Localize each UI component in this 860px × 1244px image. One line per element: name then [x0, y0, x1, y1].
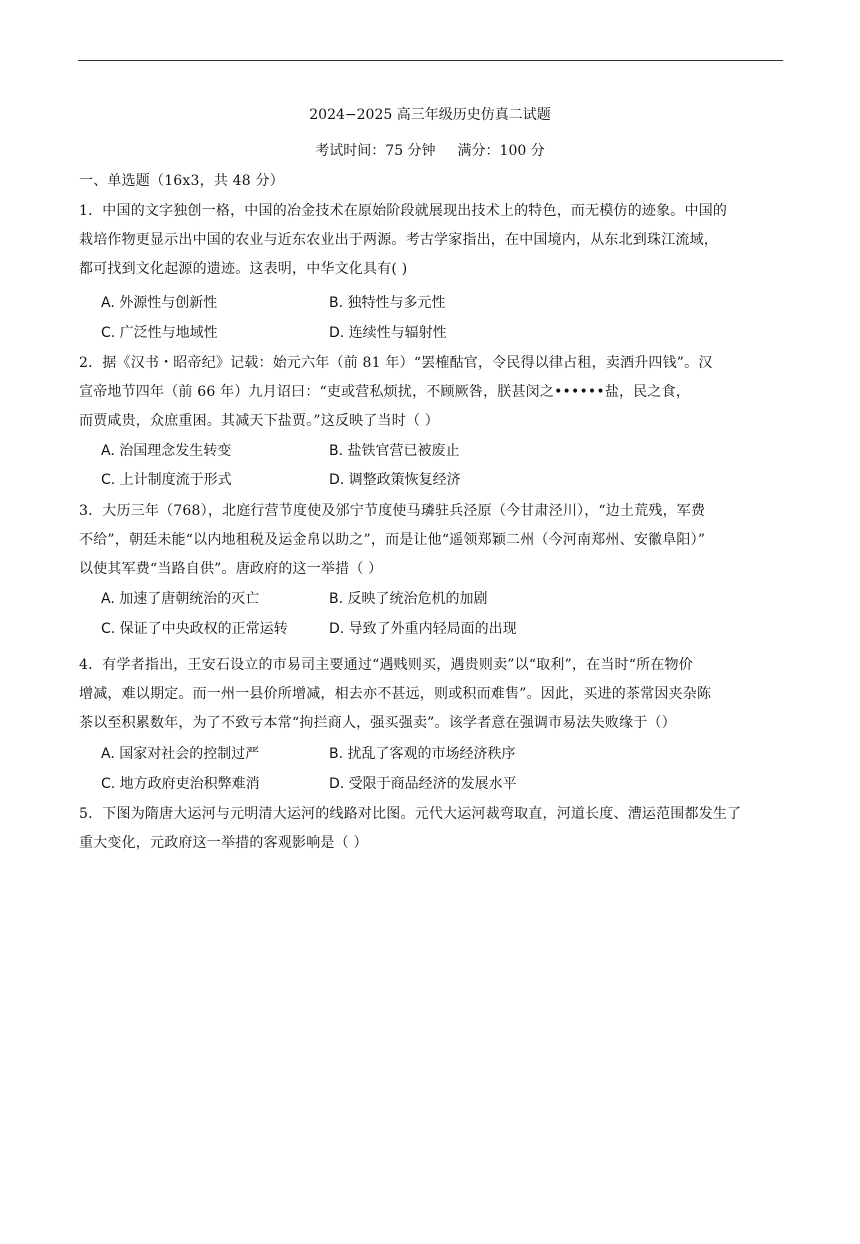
question-1-option-d: D. 连续性与辐射性 [329, 325, 447, 341]
question-3-line-3: 以使其军费“当路自供”。唐政府的这一举措（ ） [79, 561, 383, 577]
question-3-option-a: A. 加速了唐朝统治的灭亡 [101, 591, 260, 607]
question-5-line-2: 重大变化，元政府这一举措的客观影响是（ ） [79, 835, 368, 851]
question-1-line-2: 栽培作物更显示出中国的农业与近东农业出于两源。考古学家指出，在中国境内，从东北到珠江流域， [79, 232, 718, 248]
section-heading: 一、单选题（16x3，共 48 分） [79, 173, 284, 189]
question-1-line-3: 都可找到文化起源的遗迹。这表明，中华文化具有( ) [79, 261, 408, 277]
question-2-line-3: 而贾咸贵，众庶重困。其减天下盐贾。”这反映了当时（ ） [79, 413, 440, 429]
question-3-option-c: C. 保证了中央政权的正常运转 [101, 621, 288, 637]
exam-meta [0, 140, 860, 160]
question-2-line-1: 2．据《汉书・昭帝纪》记载：始元六年（前 81 年）“罢榷酤官，令民得以律占租，卖酒升四钱”。汉 [79, 355, 713, 371]
question-2-line-2: 宣帝地节四年（前 66 年）九月诏曰：“吏或营私烦扰，不顾厥咎，朕甚闵之••••••盐，民之食， [79, 384, 691, 400]
question-3-option-d: D. 导致了外重内轻局面的出现 [329, 621, 517, 637]
question-1-option-c: C. 广泛性与地域性 [101, 325, 218, 341]
question-4-option-d: D. 受限于商品经济的发展水平 [329, 776, 517, 792]
question-2-option-b: B. 盐铁官营已被废止 [329, 443, 460, 459]
header-rule [78, 60, 783, 61]
question-4-option-b: B. 扰乱了客观的市场经济秩序 [329, 746, 516, 762]
question-1-option-b: B. 独特性与多元性 [329, 295, 446, 311]
question-2-option-a: A. 治国理念发生转变 [101, 443, 232, 459]
question-2-option-d: D. 调整政策恢复经济 [329, 472, 461, 488]
question-3-line-2: 不给”，朝廷未能“以内地租税及运金帛以助之”，而是让他“遥领郑颖二州（今河南郑州、安徽阜阳）” [79, 532, 706, 548]
question-4-line-2: 增减，难以期定。而一州一县价所增减，相去亦不甚远，则或积而难售”。因此，买进的茶常因夹杂陈 [79, 686, 712, 702]
question-1-option-a: A. 外源性与创新性 [101, 295, 218, 311]
question-4-option-c: C. 地方政府吏治积弊难消 [101, 776, 260, 792]
exam-title: 2024−2025 高三年级历史仿真二试题 [309, 107, 551, 123]
question-4-line-1: 4．有学者指出，王安石设立的市易司主要通过“遇贱则买，遇贵则卖”以“取利”，在当时“所在物价 [79, 657, 693, 673]
question-3-line-1: 3．大历三年（768），北庭行营节度使及邠宁节度使马璘驻兵泾原（今甘肃泾川），“边土荒残，军费 [79, 503, 706, 519]
question-5-line-1: 5．下图为隋唐大运河与元明清大运河的线路对比图。元代大运河裁弯取直，河道长度、漕运范围都发生了 [79, 806, 742, 822]
question-4-option-a: A. 国家对社会的控制过严 [101, 746, 260, 762]
question-3-option-b: B. 反映了统治危机的加剧 [329, 591, 488, 607]
question-4-line-3: 茶以至积累数年，为了不致亏本常“拘拦商人，强买强卖”。该学者意在强调市易法失败缘于（） [79, 715, 676, 731]
exam-time: 考试时间：75 分钟 [315, 143, 436, 159]
full-score: 满分：100 分 [457, 143, 545, 159]
question-2-option-c: C. 上计制度流于形式 [101, 472, 232, 488]
question-1-line-1: 1．中国的文字独创一格，中国的冶金技术在原始阶段就展现出技术上的特色，而无模仿的迹象。中国的 [79, 203, 728, 219]
